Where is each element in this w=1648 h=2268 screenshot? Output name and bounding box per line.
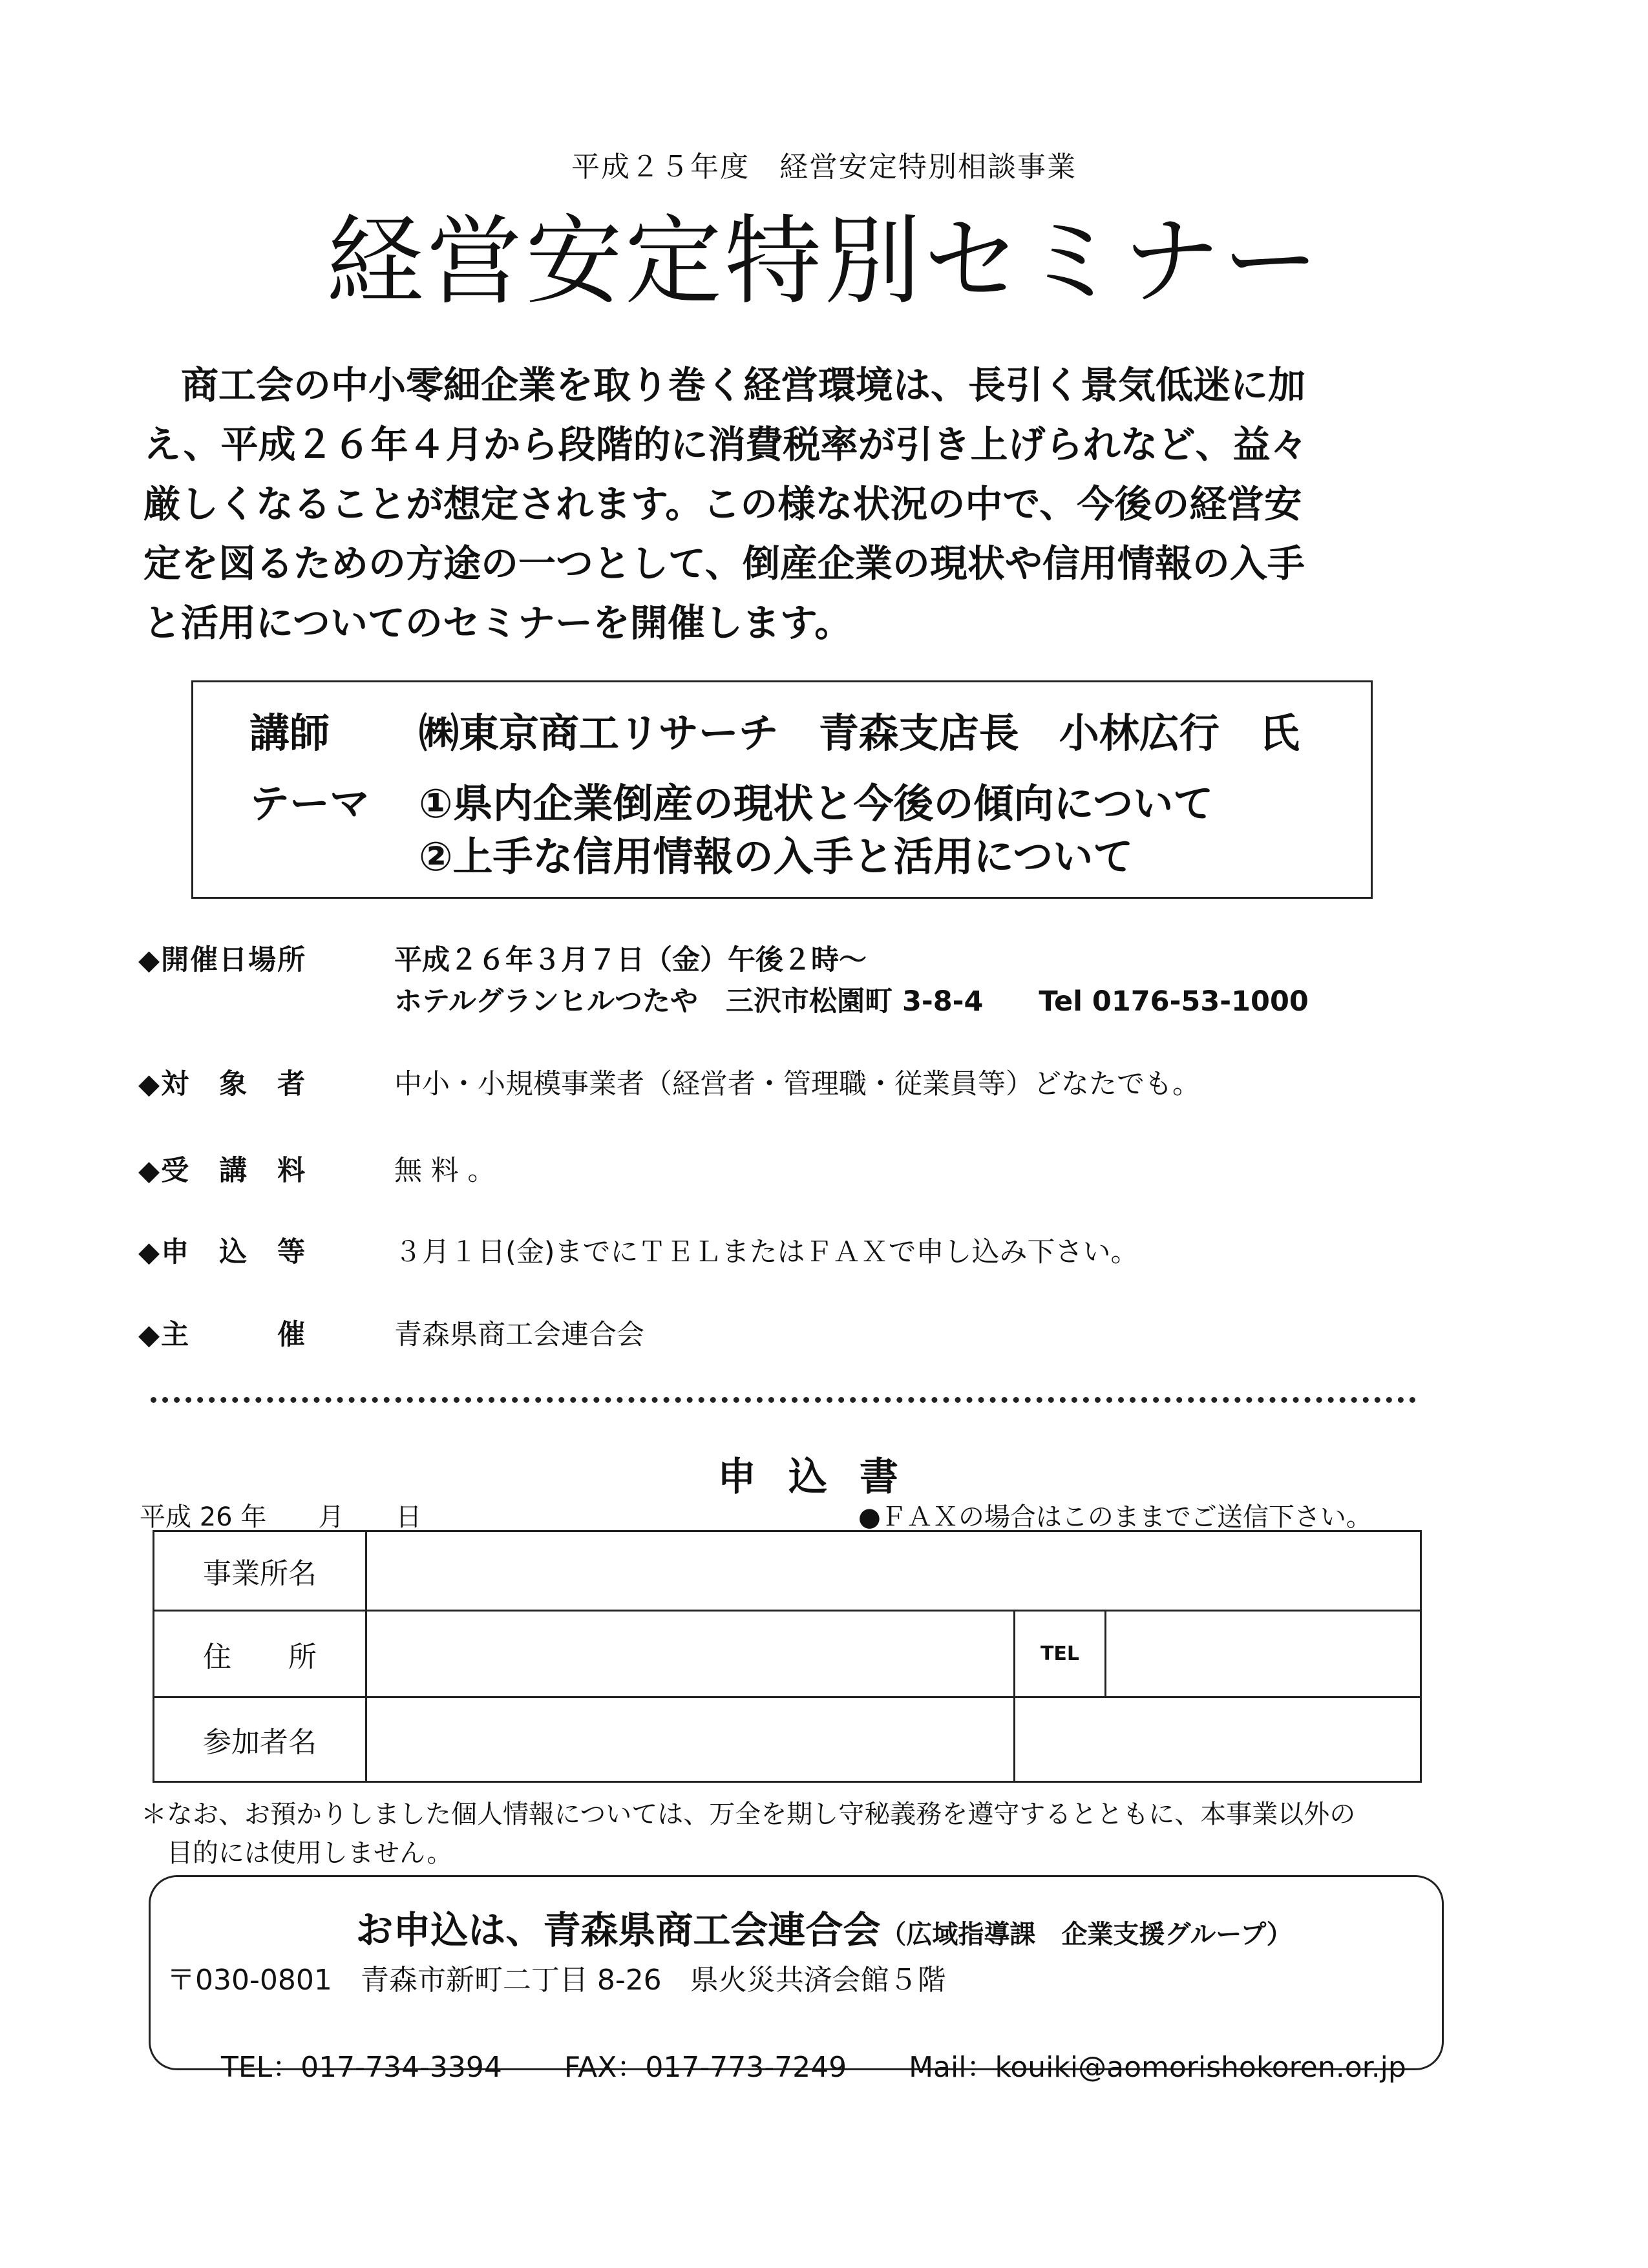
intro-line: え、平成２６年４月から段階的に消費税率が引き上げられなど、益々 xyxy=(143,423,1308,467)
contact-mail[interactable]: Mail：kouiki@aomorishokoren.or.jp xyxy=(909,2051,1406,2084)
target-row xyxy=(138,1062,1200,1102)
theme-label: テーマ xyxy=(249,780,370,827)
business-name-field[interactable] xyxy=(366,1531,1421,1611)
tel-field[interactable] xyxy=(1106,1611,1421,1697)
application-table xyxy=(153,1530,1422,1783)
privacy-line: ＊なお、お預かりしました個人情報については、万全を期し守秘義務を遵守するとともに、本事業以外の xyxy=(141,1800,1356,1829)
subtitle: 平成２５年度 経営安定特別相談事業 xyxy=(571,151,1077,184)
apply-value: ３月１日(金)までにＴＥＬまたはＦＡＸで申し込み下さい。 xyxy=(394,1236,1139,1268)
lecturer-label: 講師 xyxy=(249,709,330,757)
contact-heading xyxy=(0,1900,1648,1954)
theme-row-2 xyxy=(419,824,1133,882)
lecturer-row xyxy=(249,701,1300,759)
fax-note: ●ＦＡＸの場合はこのままでご送信下さい。 xyxy=(858,1502,1372,1532)
privacy-line: 目的には使用しません。 xyxy=(141,1838,453,1868)
intro-line: 厳しくなることが想定されます。この様な状況の中で、今後の経営安 xyxy=(143,482,1302,526)
host-label: ◆主 催 xyxy=(138,1319,307,1351)
apply-row xyxy=(138,1230,1139,1270)
venue-label: ◆開催日場所 xyxy=(138,944,307,976)
privacy-note xyxy=(141,1795,1433,1873)
tel-label: TEL xyxy=(1015,1611,1106,1697)
participant-label: 参加者名 xyxy=(154,1697,366,1782)
venue-place-row xyxy=(394,980,1309,1019)
contact-dept: （広域指導課 企業支援グループ） xyxy=(880,1920,1293,1949)
theme-row xyxy=(249,772,1213,829)
intro-paragraph xyxy=(143,355,1410,653)
participant-field-2[interactable] xyxy=(1015,1697,1421,1782)
theme-1: ①県内企業倒産の現状と今後の傾向について xyxy=(419,780,1214,827)
theme-2: ②上手な信用情報の入手と活用について xyxy=(419,833,1134,880)
intro-line: と活用についてのセミナーを開催します。 xyxy=(143,601,852,645)
intro-line: 定を図るための方途の一つとして、倒産企業の現状や信用情報の入手 xyxy=(143,541,1305,585)
apply-label: ◆申 込 等 xyxy=(138,1236,307,1268)
target-value: 中小・小規模事業者（経営者・管理職・従業員等）どなたでも。 xyxy=(394,1068,1200,1100)
contact-fax: FAX：017-773-7249 xyxy=(564,2051,847,2084)
form-date: 平成 26 年 月 日 xyxy=(140,1502,422,1532)
venue-place: ホテルグランヒルつたや 三沢市松園町 3-8-4 Tel 0176-53-1000 xyxy=(394,985,1309,1018)
fee-row xyxy=(138,1149,495,1188)
form-heading: 申込書 xyxy=(717,1454,931,1500)
contact-address: 〒030-0801 青森市新町二丁目 8-26 県火災共済会館５階 xyxy=(167,1964,946,1997)
fee-label: ◆受 講 料 xyxy=(138,1155,307,1187)
page-title: 経営安定特別セミナー xyxy=(326,205,1322,318)
host-row xyxy=(138,1313,644,1352)
contact-tel: TEL：017-734-3394 xyxy=(220,2051,502,2084)
venue-row xyxy=(138,938,867,978)
target-label: ◆対 象 者 xyxy=(138,1068,307,1100)
intro-line: 商工会の中小零細企業を取り巻く経営環境は、長引く景気低迷に加 xyxy=(143,363,1306,407)
lecturer-value: ㈱東京商工リサーチ 青森支店長 小林広行 氏 xyxy=(419,709,1300,757)
contact-numbers xyxy=(203,2011,1406,2085)
address-field[interactable] xyxy=(366,1611,1015,1697)
venue-date: 平成２６年３月７日（金）午後２時～ xyxy=(394,944,867,976)
cut-line xyxy=(151,1397,1416,1409)
host-value: 青森県商工会連合会 xyxy=(394,1319,644,1351)
participant-field-1[interactable] xyxy=(366,1697,1015,1782)
contact-org: お申込は、青森県商工会連合会 xyxy=(355,1908,881,1952)
address-label: 住 所 xyxy=(154,1611,366,1697)
fee-value: 無 料 。 xyxy=(394,1155,496,1187)
business-name-label: 事業所名 xyxy=(154,1531,366,1611)
